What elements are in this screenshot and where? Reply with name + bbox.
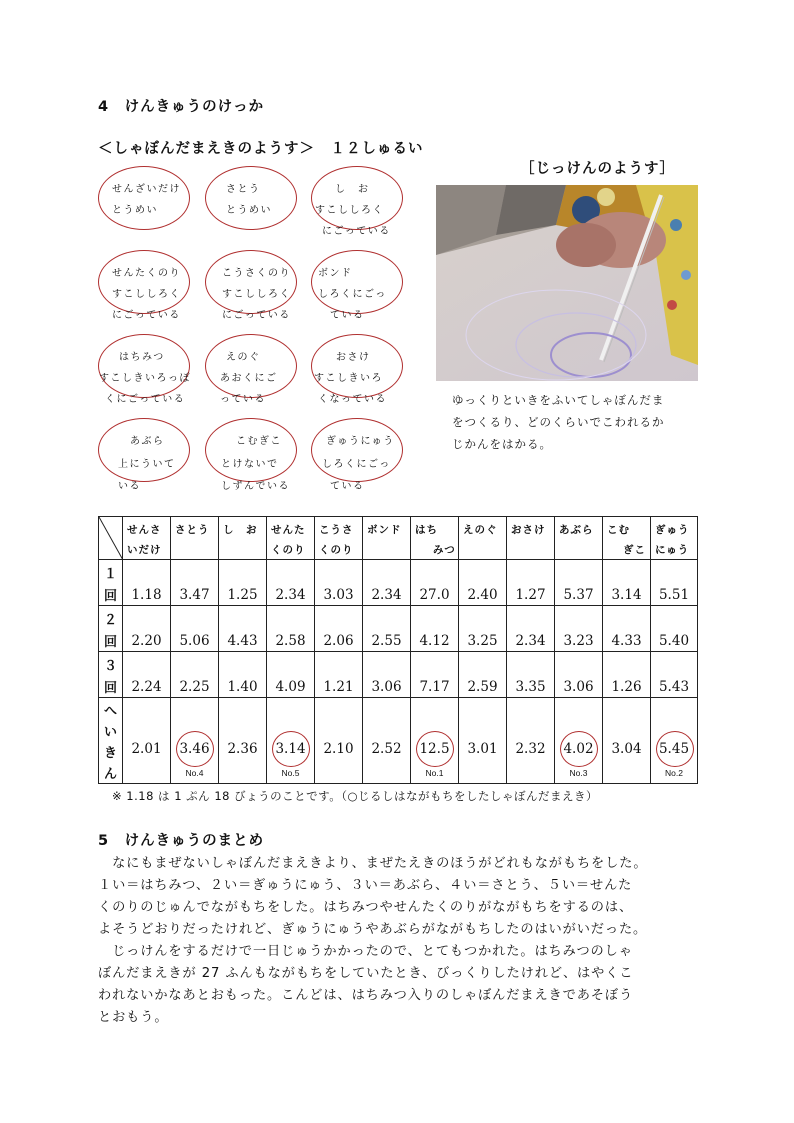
table-cell [603, 698, 651, 784]
column-header-text: せんさ [127, 524, 162, 536]
solution-description: とうめい [226, 205, 272, 216]
column-header-text: くのり [271, 544, 306, 556]
solution-oval [98, 418, 190, 482]
cell-value: 2.24 [131, 679, 162, 695]
cell-value: 2.59 [467, 679, 498, 695]
table-cell [603, 652, 651, 698]
cell-value: 3.04 [611, 741, 642, 757]
summary-line: われないかなあとおもった。こんどは、はちみつ入りのしゃぼんだまえきであそぼう [98, 988, 634, 1003]
table-cell [459, 560, 507, 606]
cell-value: 3.14 [611, 587, 642, 603]
photo-title: ［じっけんのようす］ [520, 161, 675, 177]
solution-description: さとう [226, 184, 261, 195]
row-header-text: い [103, 725, 117, 740]
table-cell [219, 560, 267, 606]
cell-value: 2.25 [179, 679, 210, 695]
cell-value: 2.10 [323, 741, 354, 757]
table-cell [555, 560, 603, 606]
solution-description: こむぎこ [236, 436, 282, 447]
table-cell [171, 698, 219, 784]
solution-description: し お [335, 184, 370, 195]
table-cell [507, 652, 555, 698]
table-cell [555, 652, 603, 698]
highlight-circle [560, 731, 598, 767]
corner-diagonal [99, 517, 123, 560]
solution-description: しずんでいる [221, 481, 290, 492]
table-cell [267, 652, 315, 698]
solution-oval [311, 334, 403, 398]
experiment-photo-image [436, 185, 698, 381]
column-header-text: ボンド [367, 524, 402, 536]
summary-line: くのりのじゅんでながもちをした。はちみつやせんたくのりがながもちをするのは、 [98, 900, 634, 915]
cell-value: 1.25 [227, 587, 258, 603]
column-header [459, 517, 507, 560]
column-header-text: さとう [175, 524, 210, 536]
solution-description: にごっている [322, 226, 391, 237]
cell-value: 3.35 [515, 679, 546, 695]
solution-description: とうめい [112, 205, 158, 216]
cell-value: 5.06 [179, 633, 210, 649]
cell-value: 7.17 [419, 679, 450, 695]
solution-description: はちみつ [119, 352, 165, 363]
table-cell [267, 606, 315, 652]
solutions-subtitle: ＜しゃぼんだまえきのようす＞ １２しゅるい [98, 141, 424, 157]
table-cell [171, 652, 219, 698]
table-cell [555, 606, 603, 652]
solution-description: せんたくのり [112, 268, 181, 279]
solution-description: すこししろく [112, 289, 181, 300]
table-cell [555, 698, 603, 784]
table-cell [315, 606, 363, 652]
photo-caption-line: ゆっくりといきをふいてしゃぼんだま [452, 393, 665, 407]
column-header-text: えのぐ [463, 524, 498, 536]
cell-value: 3.14 [275, 741, 306, 757]
solution-description: あおくにご [220, 373, 278, 384]
row-header [99, 698, 123, 784]
table-cell [219, 606, 267, 652]
table-cell [651, 652, 698, 698]
table-corner [99, 517, 123, 560]
column-header-text: こむ [607, 524, 630, 536]
table-cell [123, 698, 171, 784]
highlight-circle [656, 731, 694, 767]
table-cell [123, 606, 171, 652]
row-header [99, 560, 123, 606]
cell-value: 2.58 [275, 633, 306, 649]
section5-title: 5 けんきゅうのまとめ [98, 833, 265, 849]
solution-description: ている [330, 481, 365, 492]
column-header [651, 517, 698, 560]
cell-value: 1.18 [131, 587, 162, 603]
experiment-photo [436, 185, 698, 381]
solution-description: にごっている [112, 310, 181, 321]
photo-caption-line: をつくるり、どのくらいでこわれるか [452, 415, 665, 429]
cell-value: 2.06 [323, 633, 354, 649]
table-cell [315, 560, 363, 606]
rank-label: No.1 [425, 768, 444, 778]
solution-oval [98, 334, 190, 398]
solution-oval [205, 166, 297, 230]
column-header-text: し お [223, 524, 258, 536]
column-header-text: いだけ [127, 544, 162, 556]
solution-description: くにごっている [105, 394, 186, 405]
column-header [507, 517, 555, 560]
cell-value: 3.23 [563, 633, 594, 649]
cell-value: 2.01 [131, 741, 162, 757]
table-cell [171, 560, 219, 606]
table-cell [507, 698, 555, 784]
solution-description: いる [118, 481, 141, 492]
cell-value: 4.02 [563, 741, 594, 757]
summary-line: よそうどおりだったけれど、ぎゅうにゅうやあぶらがながもちしたのはいがいだった。 [98, 922, 648, 937]
solution-description: しろくにごっ [322, 459, 391, 470]
summary-line: ぼんだまえきが 27 ふんもながもちをしていたとき、びっくりしたけれど、はやくこ [98, 966, 634, 981]
solution-description: しろくにごっ [318, 289, 387, 300]
table-cell [267, 698, 315, 784]
table-cell [315, 652, 363, 698]
section4-title: 4 けんきゅうのけっか [98, 99, 265, 115]
row-header-text: 回 [103, 681, 117, 696]
cell-value: 1.21 [323, 679, 354, 695]
table-cell [315, 698, 363, 784]
cell-value: 2.34 [515, 633, 546, 649]
table-cell [363, 652, 411, 698]
photo-caption-line: じかんをはかる。 [452, 437, 552, 451]
solution-description: っている [220, 394, 266, 405]
cell-value: 4.09 [275, 679, 306, 695]
solution-oval [98, 250, 190, 314]
rank-label: No.2 [665, 768, 683, 778]
summary-line: なにもまぜないしゃぼんだまえきより、まぜたえきのほうがどれもながもちをした。 [98, 856, 648, 871]
row-header-text: へ [103, 704, 117, 719]
row-header-text: １ [103, 567, 117, 582]
rank-label: No.4 [185, 768, 204, 778]
table-cell [507, 606, 555, 652]
highlight-circle [272, 731, 310, 767]
table-cell [411, 652, 459, 698]
column-header-text: せんた [271, 524, 306, 536]
table-cell [459, 606, 507, 652]
cell-value: 3.01 [467, 741, 498, 757]
table-cell [651, 560, 698, 606]
row-header [99, 606, 123, 652]
column-header [555, 517, 603, 560]
solution-description: ぎゅうにゅう [326, 436, 395, 447]
table-cell [603, 560, 651, 606]
rank-label: No.3 [569, 768, 588, 778]
solution-oval [311, 166, 403, 230]
column-header-text: ぎこ [623, 544, 646, 556]
table-cell [363, 560, 411, 606]
column-header [411, 517, 459, 560]
column-header-text: にゅう [655, 544, 690, 556]
cell-value: 27.0 [419, 587, 450, 603]
cell-value: 5.40 [658, 633, 690, 649]
cell-value: 12.5 [419, 741, 450, 757]
solution-oval [205, 250, 297, 314]
solution-description: にごっている [222, 310, 291, 321]
highlight-circle [176, 731, 214, 767]
cell-value: 1.26 [611, 679, 642, 695]
table-cell [123, 652, 171, 698]
table-cell [219, 652, 267, 698]
rank-label: No.5 [281, 768, 300, 778]
cell-value: 2.36 [227, 741, 258, 757]
cell-value: 2.32 [515, 741, 546, 757]
solution-description: とけないで [221, 459, 279, 470]
column-header [123, 517, 171, 560]
cell-value: 4.43 [227, 633, 258, 649]
table-cell [411, 606, 459, 652]
cell-value: 3.06 [563, 679, 594, 695]
solution-description: くなっている [318, 394, 387, 405]
cell-value: 3.06 [371, 679, 402, 695]
solution-description: せんざいだけ [112, 184, 181, 195]
table-cell [171, 606, 219, 652]
column-header [219, 517, 267, 560]
cell-value: 2.20 [131, 633, 162, 649]
column-header-text: くのり [319, 544, 354, 556]
solution-description: あぶら [130, 436, 165, 447]
row-header-text: ２ [103, 613, 117, 628]
table-cell [459, 698, 507, 784]
cell-value: 2.52 [371, 741, 402, 757]
solution-description: すこししろく [315, 205, 384, 216]
solution-oval [205, 334, 297, 398]
column-header [603, 517, 651, 560]
cell-value: 5.43 [658, 679, 690, 695]
solution-description: えのぐ [226, 352, 261, 363]
table-cell [411, 698, 459, 784]
summary-line: じっけんをするだけで一日じゅうかかったので、とてもつかれた。はちみつのしゃ [98, 944, 633, 959]
highlight-circle [416, 731, 454, 767]
cell-value: 2.55 [371, 633, 402, 649]
row-header [99, 652, 123, 698]
solution-description: 上にういて [118, 459, 176, 470]
cell-value: 1.40 [227, 679, 258, 695]
summary-line: １い＝はちみつ、２い＝ぎゅうにゅう、３い＝あぶら、４い＝さとう、５い＝せんた [98, 878, 633, 893]
cell-value: 5.37 [563, 587, 594, 603]
solution-oval [311, 250, 403, 314]
solution-description: すこしきいろっぽ [99, 373, 191, 384]
column-header-text: ぎゅう [655, 524, 690, 536]
table-cell [123, 560, 171, 606]
column-header-text: はち [415, 524, 438, 536]
cell-value: 2.34 [371, 587, 402, 603]
solution-oval [311, 418, 403, 482]
cell-value: 3.03 [323, 587, 354, 603]
cell-value: 5.51 [658, 587, 690, 603]
column-header-text: おさけ [511, 524, 546, 536]
solution-description: おさけ [336, 352, 371, 363]
cell-value: 3.25 [467, 633, 498, 649]
table-note: ※ 1.18 は 1 ぷん 18 びょうのことです。（○じるしはながもちをしたしゃぼんだまえき） [112, 789, 598, 803]
row-header-text: ３ [103, 659, 117, 674]
table-cell [363, 606, 411, 652]
cell-value: 4.12 [419, 633, 450, 649]
row-header-text: 回 [103, 589, 117, 604]
column-header-text: みつ [433, 544, 456, 556]
solution-description: すこしきいろ [314, 373, 383, 384]
cell-value: 2.34 [275, 587, 306, 603]
column-header [267, 517, 315, 560]
cell-value: 1.27 [515, 587, 546, 603]
solution-oval [98, 166, 190, 230]
cell-value: 5.45 [658, 741, 690, 757]
solution-description: ボンド [318, 268, 353, 279]
table-cell [267, 560, 315, 606]
table-cell [651, 698, 698, 784]
column-header [363, 517, 411, 560]
cell-value: 2.40 [467, 587, 498, 603]
table-cell [507, 560, 555, 606]
column-header [315, 517, 363, 560]
cell-value: 3.47 [179, 587, 210, 603]
table-cell [603, 606, 651, 652]
cell-value: 3.46 [179, 741, 210, 757]
solution-description: ている [330, 310, 365, 321]
column-header [171, 517, 219, 560]
results-table [98, 516, 698, 784]
table-cell [411, 560, 459, 606]
table-cell [459, 652, 507, 698]
solution-oval [205, 418, 297, 482]
row-header-text: ん [103, 767, 117, 782]
table-cell [219, 698, 267, 784]
column-header-text: こうさ [319, 524, 354, 536]
table-cell [363, 698, 411, 784]
table-cell [651, 606, 698, 652]
row-header-text: 回 [103, 635, 117, 650]
summary-line: とおもう。 [98, 1010, 169, 1025]
solution-description: すこししろく [222, 289, 291, 300]
cell-value: 4.33 [611, 633, 642, 649]
column-header-text: あぶら [559, 524, 594, 536]
solution-description: こうさくのり [222, 268, 291, 279]
row-header-text: き [103, 746, 117, 761]
